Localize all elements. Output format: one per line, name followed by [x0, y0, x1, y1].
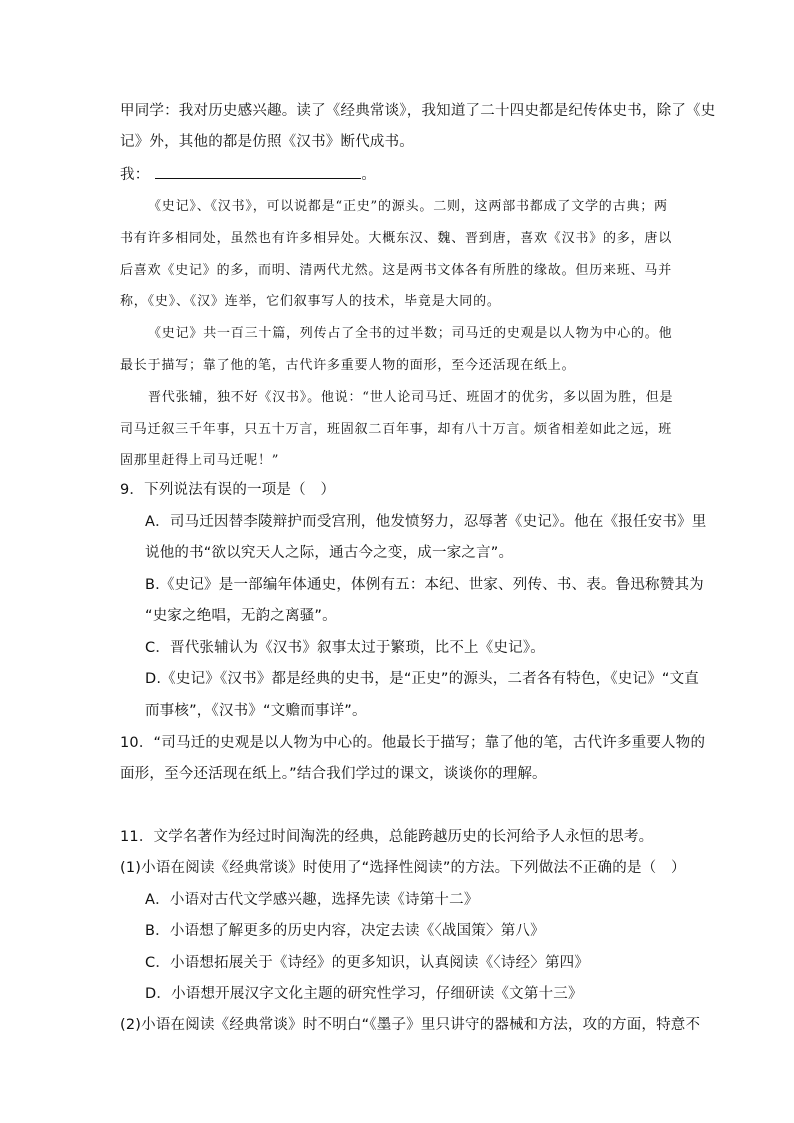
- q11-option-c: C．小语想拓展关于《诗经》的更多知识，认真阅读《〈诗经〉第四》: [145, 955, 590, 971]
- q11-option-a: A．小语对古代文学感兴趣，选择先读《诗第十二》: [145, 892, 479, 908]
- q9-stem: 9．下列说法有误的一项是（ ）: [120, 482, 336, 498]
- me-end: 。: [361, 167, 377, 183]
- dialogue-line-2: 记》外，其他的都是仿照《汉书》断代成书。: [120, 134, 414, 150]
- passage-p3-line-3: 固那里赶得上司马迁呢！”: [120, 453, 280, 468]
- answer-blank[interactable]: [155, 164, 361, 179]
- passage-p2-line-1: 《史记》共一百三十篇，列传占了全书的过半数；司马迁的史观是以人物为中心的。他: [148, 326, 673, 341]
- q11-stem: 11．文学名著作为经过时间淘洗的经典，总能跨越历史的长河给予人永恒的思考。: [120, 829, 654, 845]
- q9-option-a-line-1: A．司马迁因替李陵辩护而受宫刑，他发愤努力，忍辱著《史记》。他在《报任安书》里: [145, 514, 707, 530]
- passage-p1-line-3: 后喜欢《史记》的多，而明、清两代尤然。这是两书文体各有所胜的缘故。但历来班、马并: [120, 263, 673, 278]
- dialogue-line-1: 甲同学：我对历史感兴趣。读了《经典常谈》，我知道了二十四史都是纪传体史书，除了《史: [120, 103, 716, 119]
- q9-option-c: C．晋代张辅认为《汉书》叙事太过于繁琐，比不上《史记》。: [145, 640, 545, 656]
- answer-line: [120, 164, 376, 185]
- q9-option-d-line-2: 而事核”，《汉书》“文赡而事详”。: [145, 703, 367, 719]
- q9-option-b-line-2: “史家之绝唱，无韵之离骚”。: [145, 608, 337, 624]
- passage-p1-line-1: 《史记》、《汉书》，可以说都是“正史”的源头。二则，这两部书都成了文学的古典；两: [148, 199, 668, 214]
- q11-option-b: B．小语想了解更多的历史内容，决定去读《〈战国策〉第八》: [145, 923, 545, 939]
- q11-sub2: (2)小语在阅读《经典常谈》时不明白“《墨子》里只讲守的器械和方法，攻的方面，特意不: [120, 1017, 701, 1033]
- q11-sub1: (1)小语在阅读《经典常谈》时使用了“选择性阅读”的方法。下列做法不正确的是（ ）: [120, 860, 686, 876]
- q10-line-1: 10．“司马迁的史观是以人物为中心的。他最长于描写；靠了他的笔，古代许多重要人物的: [120, 735, 706, 751]
- q10-line-2: 面形，至今还活现在纸上。”结合我们学过的课文，谈谈你的理解。: [120, 766, 547, 782]
- me-label: 我：: [120, 167, 150, 183]
- q9-option-d-line-1: D.《史记》《汉书》都是经典的史书，是“正史”的源头，二者各有特色，《史记》“文直: [145, 671, 700, 687]
- q9-option-b-line-1: B.《史记》是一部编年体通史，体例有五：本纪、世家、列传、书、表。鲁迅称赞其为: [145, 577, 704, 593]
- passage-p2-line-2: 最长于描写；靠了他的笔，古代许多重要人物的面形，至今还活现在纸上。: [120, 358, 576, 373]
- q11-option-d: D．小语想开展汉字文化主题的研究性学习，仔细研读《文第十三》: [145, 986, 583, 1002]
- passage-p3-line-2: 司马迁叙三千年事，只五十万言，班固叙二百年事，却有八十万言。烦省相差如此之远，班: [120, 422, 673, 437]
- q9-option-a-line-2: 说他的书“欲以究天人之际，通古今之变，成一家之言”。: [145, 545, 514, 561]
- passage-p1-line-2: 书有许多相同处，虽然也有许多相异处。大概东汉、魏、晋到唐，喜欢《汉书》的多，唐以: [120, 231, 673, 246]
- passage-p1-line-4: 称，《史》、《汉》连举，它们叙事写人的技术，毕竟是大同的。: [120, 294, 501, 309]
- passage-p3-line-1: 晋代张辅，独不好《汉书》。他说：“世人论司马迁、班固才的优劣，多以固为胜，但是: [148, 390, 674, 405]
